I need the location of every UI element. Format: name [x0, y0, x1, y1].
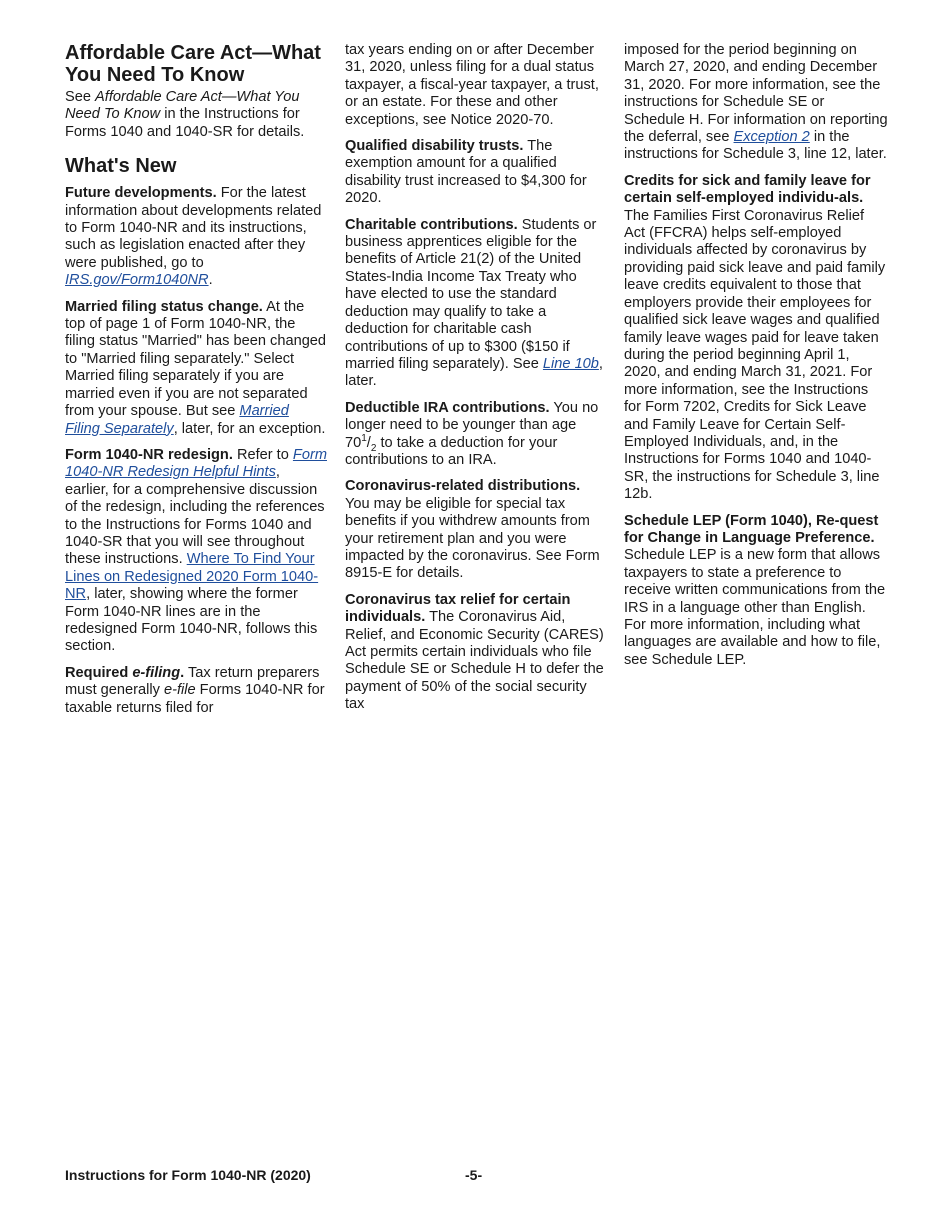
text: For the latest information about developments related to Form 1040-NR and its instructions, such as legislation enacted after they were published, go to	[65, 185, 322, 271]
text: in the instructions for Schedule 3, line 12, later.	[624, 129, 887, 163]
run-in-heading: Form 1040-NR redesign.	[65, 446, 233, 463]
link-redesign-helpful-hints[interactable]: Form 1040-NR Redesign Helpful Hints	[65, 446, 327, 481]
text: The Coronavirus Aid, Relief, and Economic Security (CARES) Act permits certain individuals who file Schedule SE or Schedule H to defer the payment of 50% of the social security tax	[345, 609, 604, 713]
text: to take a deduction for your contributions to an IRA.	[345, 434, 558, 468]
link-line-10b[interactable]: Line 10b	[542, 355, 599, 372]
text: You no longer need to be younger than age 70	[345, 399, 599, 451]
run-in-heading: Credits for sick and family leave for certain self-employed individu-als.	[624, 172, 871, 207]
heading-affordable-care-act: Affordable Care Act—What You Need To Know	[65, 42, 321, 86]
paragraph-form-redesign	[65, 447, 327, 656]
text: You may be eligible for special tax benefits if you withdrew amounts from your retirement plan and you were impacted by the coronavirus. See Form 8915-E for details.	[345, 495, 600, 582]
text: , earlier, for a comprehensive discussion of the redesign, including the references to the Instructions for Forms 1040 and 1040-SR that you will see throughout these instructions.	[65, 464, 325, 568]
text: Schedule LEP is a new form that allows taxpayers to state a preference to receive written communications from the IRS in a language other than English. For more information, including what languages are available and how to file, see Schedule LEP.	[624, 547, 886, 668]
fraction-slash: /	[366, 434, 371, 451]
text: Tax return preparers must generally	[65, 664, 320, 699]
text: imposed for the period beginning on March 27, 2020, and ending December 31, 2020. For more information, see the instructions for Schedule SE or Schedule H. For information on reporting the deferral, see	[624, 42, 888, 146]
fraction-numerator: 1	[361, 432, 367, 444]
footer-title: Instructions for Form 1040-NR (2020)	[65, 1167, 311, 1183]
text: , later.	[345, 355, 603, 390]
run-in-heading: Coronavirus tax relief for certain individuals.	[345, 591, 571, 626]
text: , later, for an exception.	[173, 420, 326, 437]
column-3	[624, 42, 888, 678]
link-irs-form1040nr[interactable]: IRS.gov/Form1040NR	[65, 272, 209, 289]
run-in-heading: Future developments.	[65, 185, 217, 202]
italic: e-filing	[132, 664, 181, 681]
italic-title: Affordable Care Act—What You Need To Know	[65, 89, 300, 123]
text: , later, showing where the former Form 1040-NR lines are in the redesigned Form 1040-NR, follows this section.	[65, 586, 318, 655]
paragraph-ira	[345, 400, 607, 470]
paragraph-distributions	[345, 478, 607, 582]
paragraph-sick-leave	[624, 173, 888, 504]
link-exception-2[interactable]: Exception 2	[733, 129, 810, 146]
column-1	[65, 42, 327, 726]
text: See	[65, 89, 96, 105]
link-where-to-find-lines[interactable]: Where To Find Your Lines on Redesigned 2020 Form 1040-NR	[65, 551, 319, 603]
heading-whats-new: What's New	[65, 155, 177, 178]
run-in-heading: Married filing status change.	[65, 298, 263, 315]
text: tax years ending on or after December 31, 2020, unless filing for a dual status taxpayer, a fiscal-year taxpayer, a trust, or an estate. For these and other exceptions, see Notice 2020-70.	[345, 42, 599, 128]
page-number: -5-	[465, 1167, 483, 1183]
link-married-filing-separately[interactable]: Married Filing Separately	[65, 403, 289, 437]
text: At the top of page 1 of Form 1040-NR, the filing status "Married" has been changed to "Married filing separately." Select Married filing separately if you are married even if you are not separated from your spouse. But see	[65, 298, 327, 420]
text: The exemption amount for a qualified disability trust increased to $4,300 for 2020.	[345, 138, 587, 207]
fraction-denominator: 2	[370, 442, 377, 454]
run-in-heading	[65, 665, 184, 681]
text: Refer to	[232, 446, 293, 463]
paragraph-relief-start	[345, 592, 607, 714]
column-2	[345, 42, 607, 723]
text: Required	[65, 664, 133, 681]
text: in the Instructions for Forms 1040 and 1040-SR for details.	[65, 106, 305, 140]
paragraph-disability-trusts	[345, 138, 607, 208]
paragraph-relief-cont	[624, 42, 888, 164]
paragraph-aca	[65, 89, 327, 141]
italic: e-file	[163, 682, 196, 699]
text: .	[180, 664, 185, 681]
paragraph-married-filing	[65, 299, 327, 438]
text: The Families First Coronavirus Relief Act (FFCRA) helps self-employed individuals affected by coronavirus by providing paid sick leave and paid family leave credits equivalent to those that employers provide their employees for qualified sick leave wages and qualified family leave wages paid for leave taken during the period beginning April 1, 2020, and ending March 31, 2021. For more information, see the Instructions for Form 7202, Credits for Sick Leave and Family Leave for Certain Self-Employed Individuals, and, in the Instructions for Forms 1040 and 1040-SR, the instructions for Schedule 3, line 12b.	[624, 207, 886, 503]
run-in-heading: Qualified disability trusts.	[345, 138, 524, 155]
run-in-heading: Schedule LEP (Form 1040), Re-quest for Change in Language Preference.	[624, 512, 879, 546]
text: Forms 1040-NR for taxable returns filed for	[65, 682, 325, 716]
paragraph-schedule-lep	[624, 513, 888, 670]
paragraph-future-developments	[65, 185, 327, 289]
run-in-heading: Charitable contributions.	[345, 216, 518, 233]
run-in-heading: Deductible IRA contributions.	[345, 399, 550, 416]
paragraph-required-efiling-cont	[345, 42, 607, 129]
paragraph-charitable	[345, 217, 607, 391]
text: Students or business apprentices eligible for the benefits of Article 21(2) of the United States-India Income Tax Treaty who have elected to use the standard deduction may qualify to take a deduction for charitable cash contributions of up to $300 ($150 if married filing separately). See	[345, 216, 597, 372]
text: .	[208, 272, 213, 289]
paragraph-required-efiling-start	[65, 665, 327, 717]
run-in-heading: Coronavirus-related distributions.	[345, 478, 581, 495]
